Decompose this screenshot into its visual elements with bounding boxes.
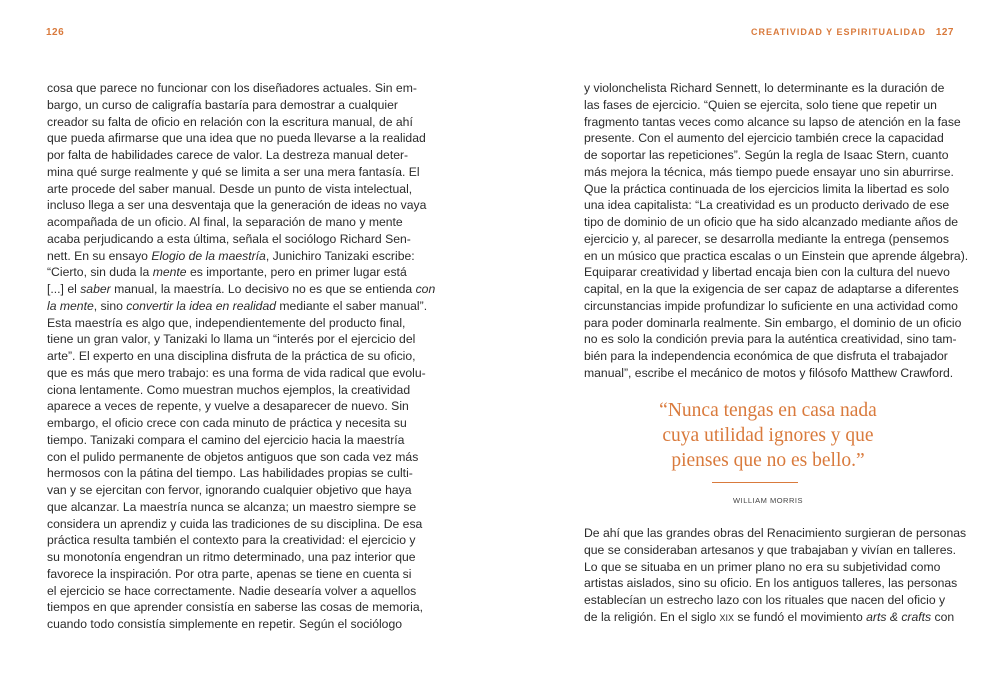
text-segment: práctica resulta también el contexto para la creatividad: el ejercicio y — [47, 533, 416, 548]
text-line — [47, 181, 417, 198]
text-segment: ciona lentamente. Como muestran muchos ejemplos, la creatividad — [47, 382, 411, 397]
text-line — [47, 97, 417, 114]
text-segment: embargo, el oficio crece con cada minuto de práctica y necesita su — [47, 416, 407, 430]
text-line — [584, 181, 954, 198]
text-segment: para poder dominarla realmente. Sin embargo, el dominio de un oficio — [584, 315, 962, 330]
text-segment: favorece la inspiración. Por otra parte, apenas se tiene en cuenta si — [47, 566, 412, 581]
text-segment: “Cierto, sin duda la — [47, 265, 153, 280]
text-segment: Esta maestría es algo que, independientemente del producto final, — [47, 315, 406, 330]
text-segment: tipo de dominio de un oficio que ha sido alcanzado mediante años de — [584, 215, 959, 229]
text-segment: aparece a veces de repente, y vuelve a desaparecer de nuevo. Sin — [47, 399, 409, 414]
text-segment: manual, la maestría. Lo decisivo no es que se entienda — [110, 282, 416, 296]
italic-text: arts & crafts — [866, 609, 932, 624]
text-segment: , sino — [93, 298, 127, 313]
text-segment: nett. En su ensayo — [47, 248, 152, 263]
text-segment: de la religión. En el siglo — [584, 609, 720, 624]
text-segment: acompañada de un oficio. Al final, la separación de mano y mente — [47, 215, 403, 229]
text-line — [47, 298, 428, 315]
pull-quote-line: “Nunca tengas en casa nada — [659, 400, 877, 421]
text-segment: bién para la independencia económica de que disfruta el trabajador — [584, 349, 948, 363]
text-line — [584, 331, 957, 348]
text-line — [584, 164, 954, 181]
text-segment: que pueda afirmarse que una idea que no pueda llevarse a la realidad — [47, 131, 426, 146]
text-segment: mina qué surge realmente y qué se limita a ser una mera fantasía. El — [47, 164, 420, 179]
text-segment: se fundó el movimiento — [734, 609, 867, 624]
text-line — [584, 559, 954, 576]
text-segment: [...] el — [47, 282, 81, 296]
text-line — [47, 348, 417, 365]
text-line — [584, 130, 954, 147]
text-segment: el ejercicio se hace correctamente. Nadie desearía volver a aquellos — [47, 583, 417, 598]
text-line — [47, 214, 417, 231]
text-segment: XIX — [719, 612, 735, 623]
text-segment: con — [931, 609, 955, 624]
text-line — [584, 592, 954, 609]
text-line — [47, 398, 417, 415]
text-line — [47, 382, 417, 399]
right-body-text — [584, 80, 969, 382]
text-line — [47, 331, 417, 348]
text-segment: mediante el saber manual”. — [276, 298, 428, 313]
text-segment: presente. Con el aumento del ejercicio también crece la capacidad — [584, 131, 944, 146]
text-segment: con el pulido permanente de objetos antiguos que son cada vez más — [47, 449, 419, 464]
text-line — [47, 583, 417, 600]
text-segment: que alcanzar. La maestría nunca se alcanza; un maestro siempre se — [47, 499, 417, 514]
text-segment: establecían un estrecho lazo con los rituales que nacen del oficio y — [584, 593, 946, 607]
text-segment: tiempos en que aprender consistía en saberse las cosas de memoria, — [47, 600, 423, 615]
text-line — [47, 415, 417, 432]
text-line — [584, 248, 969, 265]
pull-quote-line: pienses que no es bello.” — [671, 450, 865, 471]
italic-text: convertir la idea en realidad — [126, 298, 277, 313]
text-segment: acaba perjudicando a esta última, señala el sociólogo Richard Sen- — [47, 231, 411, 246]
text-segment: que se consideraban artesanos y que trabajaban y vivían en talleres. — [584, 542, 956, 557]
running-head: CREATIVIDAD Y ESPIRITUALIDAD — [750, 27, 926, 37]
text-segment: Lo que se situaba en un primer plano no era su subjetividad como — [584, 559, 941, 574]
text-line — [584, 97, 954, 114]
italic-text: saber — [80, 282, 111, 296]
text-segment: incluso llega a ser una desventaja que la generación de ideas no vaya — [47, 198, 427, 213]
text-line — [584, 575, 958, 592]
text-segment: Que la práctica continuada de los ejercicios limita la libertad es solo — [584, 181, 950, 196]
text-line — [47, 197, 427, 214]
pull-quote — [578, 398, 958, 473]
text-line — [584, 315, 962, 332]
text-line — [584, 114, 961, 131]
text-segment: no es solo la condición previa para la auténtica creatividad, sino tam- — [584, 332, 957, 347]
text-segment: cuando todo consistía simplemente en repetir. Según el sociólogo — [47, 617, 403, 631]
text-line — [584, 542, 954, 559]
text-line — [584, 609, 954, 627]
text-line — [47, 566, 417, 583]
text-line — [584, 281, 959, 298]
text-segment: Equiparar creatividad y libertad encaja bien con la cultura del nuevo — [584, 265, 950, 280]
text-segment: tiene un gran valor, y Tanizaki lo llama un “interés por el ejercicio del — [47, 332, 416, 347]
text-segment: de soportar las repeticiones”. Según la regla de Isaac Stern, cuanto — [584, 148, 949, 162]
text-line — [584, 298, 958, 315]
text-segment: De ahí que las grandes obras del Renacimiento surgieran de personas — [584, 526, 967, 540]
right-page — [500, 0, 1000, 700]
text-line — [47, 432, 417, 449]
text-segment: , Junichiro Tanizaki escribe: — [265, 248, 415, 263]
text-line — [47, 248, 417, 265]
text-segment: su monotonía engendran un ritmo determinado, una paz interior que — [47, 550, 416, 564]
text-segment: ejercicio y, al parecer, se desarrolla mediante la entrega (pensemos — [584, 231, 949, 246]
text-segment: una idea capitalista: “La creatividad es un producto derivado de ese — [584, 198, 950, 213]
text-segment: creador su falta de oficio en relación con la escritura manual, de ahí — [47, 114, 413, 129]
text-line — [584, 348, 954, 365]
text-segment: fragmento tantas veces como alcance su lapso de atención en la fase — [584, 114, 961, 129]
text-segment: que es más que mero trabajo: es una forma de vida radical que evolu- — [47, 365, 426, 380]
text-segment: las fases de ejercicio. “Quien se ejercita, solo tiene que repetir un — [584, 97, 937, 112]
text-line — [584, 147, 954, 164]
text-segment: van y se ejercitan con fervor, ignorando cualquier objetivo que haya — [47, 483, 412, 497]
text-line — [47, 365, 426, 382]
text-line — [584, 365, 954, 382]
text-segment: arte”. El experto en una disciplina disfruta de la práctica de su oficio, — [47, 349, 416, 363]
text-line — [47, 281, 436, 298]
text-segment: considera un aprendiz y cuida las tradiciones de su disciplina. De esa — [47, 516, 423, 531]
text-line — [47, 482, 417, 499]
text-line — [47, 147, 417, 164]
text-line — [584, 525, 967, 542]
text-line — [584, 264, 954, 281]
text-segment: arte procede del saber manual. Desde un punto de vista intelectual, — [47, 181, 413, 196]
text-line — [584, 214, 959, 231]
text-line — [47, 80, 417, 97]
text-line — [47, 231, 417, 248]
text-line — [47, 264, 417, 281]
text-segment: es importante, pero en primer lugar está — [186, 265, 407, 280]
text-segment: artistas aislados, sino su oficio. En los antiguos talleres, las personas — [584, 576, 958, 591]
text-line — [47, 449, 417, 466]
text-line — [584, 231, 954, 248]
page-number-right: 127 — [935, 27, 954, 38]
text-segment: por falta de habilidades carece de valor. La destreza manual deter- — [47, 148, 409, 162]
italic-text: Elogio de la maestría — [151, 248, 266, 263]
text-segment: circunstancias impide profundizar lo suficiente en una actividad como — [584, 298, 958, 313]
text-segment: cosa que parece no funcionar con los diseñadores actuales. Sin em- — [47, 81, 417, 95]
text-line — [47, 130, 426, 147]
text-segment: en un músico que practica escalas o un Einstein que aprende álgebra). — [584, 248, 969, 263]
text-segment: más mejora la técnica, más tiempo puede ensayar uno sin aburrirse. — [584, 164, 954, 179]
text-segment: bargo, un curso de caligrafía bastaría para demostrar a cualquier — [47, 97, 398, 112]
text-line — [47, 549, 417, 566]
text-segment: hermosos con la pátina del tiempo. Las habilidades propias se culti- — [47, 466, 413, 481]
italic-text: con — [415, 282, 436, 296]
text-segment: y violonchelista Richard Sennett, lo determinante es la duración de — [584, 81, 945, 95]
left-body-text — [47, 80, 436, 633]
page-number-left: 126 — [46, 27, 65, 38]
pull-quote-line: cuya utilidad ignores y que — [662, 425, 874, 446]
text-line — [584, 197, 954, 214]
text-line — [47, 599, 423, 616]
quote-divider — [712, 482, 798, 483]
text-line — [47, 532, 417, 549]
text-line — [584, 80, 954, 97]
text-line — [47, 315, 417, 332]
quote-attribution: WILLIAM MORRIS — [733, 496, 803, 505]
right-body-text-continued — [584, 525, 967, 627]
text-segment: manual”, escribe el mecánico de motos y filósofo Matthew Crawford. — [584, 365, 954, 380]
text-line — [47, 114, 417, 131]
text-line — [47, 465, 417, 482]
italic-text: la mente — [47, 298, 94, 313]
text-line — [47, 516, 423, 533]
text-line — [47, 499, 417, 516]
text-line — [47, 164, 420, 181]
text-segment: capital, en la que la exigencia de ser capaz de adaptarse a diferentes — [584, 282, 959, 296]
text-segment: tiempo. Tanizaki compara el camino del ejercicio hacia la maestría — [47, 432, 405, 447]
italic-text: mente — [152, 265, 187, 280]
text-line — [47, 616, 417, 633]
